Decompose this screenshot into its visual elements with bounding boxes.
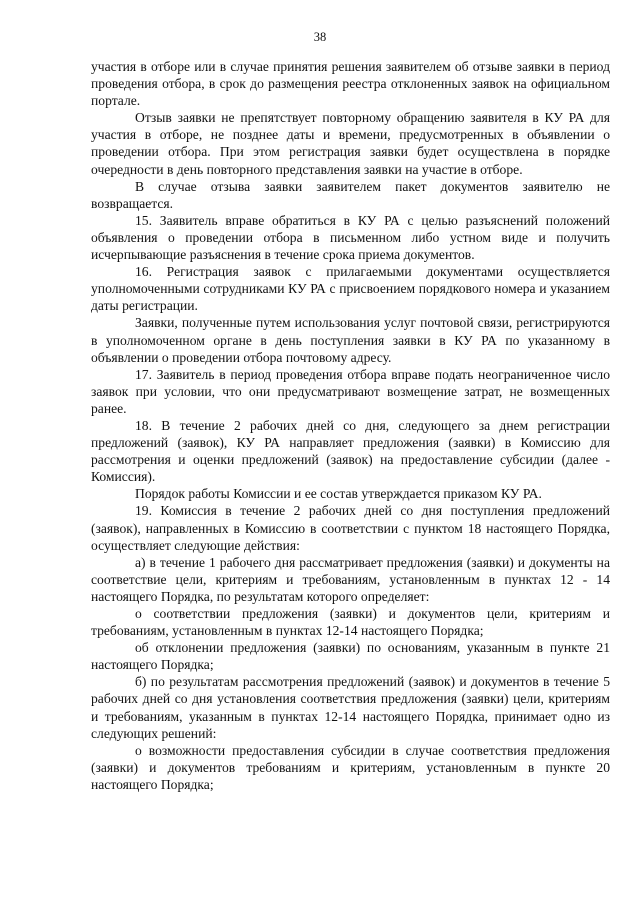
paragraph: Заявки, полученные путем использования услуг почтовой связи, регистрируются в уполномоченном органе в день поступления заявки в КУ РА по указанному в объявлении о проведении отбора почтовому адресу. — [91, 315, 610, 365]
paragraph: В случае отзыва заявки заявителем пакет документов заявителю не возвращается. — [91, 178, 610, 211]
document-body — [91, 58, 610, 793]
paragraph: б) по результатам рассмотрения предложений (заявок) и документов в течение 5 рабочих дней со дня установления соответствия предложения (заявки) цели, критериям и требованиям, указанным в пунктах 12-14 настоящего Порядка, принимает одно из следующих решений: — [91, 674, 610, 741]
paragraph: о соответствии предложения (заявки) и документов цели, критериям и требованиям, установленным в пунктах 12-14 настоящего Порядка; — [91, 606, 610, 639]
paragraph: 16. Регистрация заявок с прилагаемыми документами осуществляется уполномоченными сотрудниками КУ РА с присвоением порядкового номера и указанием даты регистрации. — [91, 264, 610, 314]
paragraph: Порядок работы Комиссии и ее состав утверждается приказом КУ РА. — [135, 486, 542, 502]
paragraph: 17. Заявитель в период проведения отбора вправе подать неограниченное число заявок при условии, что они предусматривают возмещение затрат, не возмещенных ранее. — [91, 366, 610, 416]
paragraph: 18. В течение 2 рабочих дней со дня, следующего за днем регистрации предложений (заявок), КУ РА направляет предложения (заявки) в Комиссию для рассмотрения и оценки предложений (заявок) на предоставление субсидии (далее - Комиссия). — [91, 417, 610, 485]
page-number: 38 — [313, 30, 327, 44]
paragraph: о возможности предоставления субсидии в случае соответствия предложения (заявки) и документов требованиям и критериям, установленным в пункте 20 настоящего Порядка; — [91, 742, 610, 792]
paragraph: 15. Заявитель вправе обратиться в КУ РА с целью разъяснений положений объявления о проведении отбора в письменном либо устном виде и получить исчерпывающие разъяснения в течение срока приема документов. — [91, 212, 610, 263]
paragraph: участия в отборе или в случае принятия решения заявителем об отзыве заявки в период проведения отбора, в срок до размещения реестра отклоненных заявок на официальном портале. — [91, 59, 610, 109]
paragraph: об отклонении предложения (заявки) по основаниям, указанным в пункте 21 настоящего Порядка; — [91, 640, 610, 673]
paragraph: Отзыв заявки не препятствует повторному обращению заявителя в КУ РА для участия в отборе, не позднее даты и времени, предусмотренных в объявлении о проведении отбора. При этом регистрация заявки будет осуществлена в порядке очередности в день повторного представления заявки на участие в отборе. — [91, 110, 610, 177]
paragraph: 19. Комиссия в течение 2 рабочих дней со дня поступления предложений (заявок), направленных в Комиссию в соответствии с пунктом 18 настоящего Порядка, осуществляет следующие действия: — [91, 503, 610, 553]
paragraph: а) в течение 1 рабочего дня рассматривает предложения (заявки) и документы на соответствие цели, критериям и требованиям, установленным в пунктах 12 - 14 настоящего Порядка, по результатам которого определяет: — [91, 554, 610, 604]
